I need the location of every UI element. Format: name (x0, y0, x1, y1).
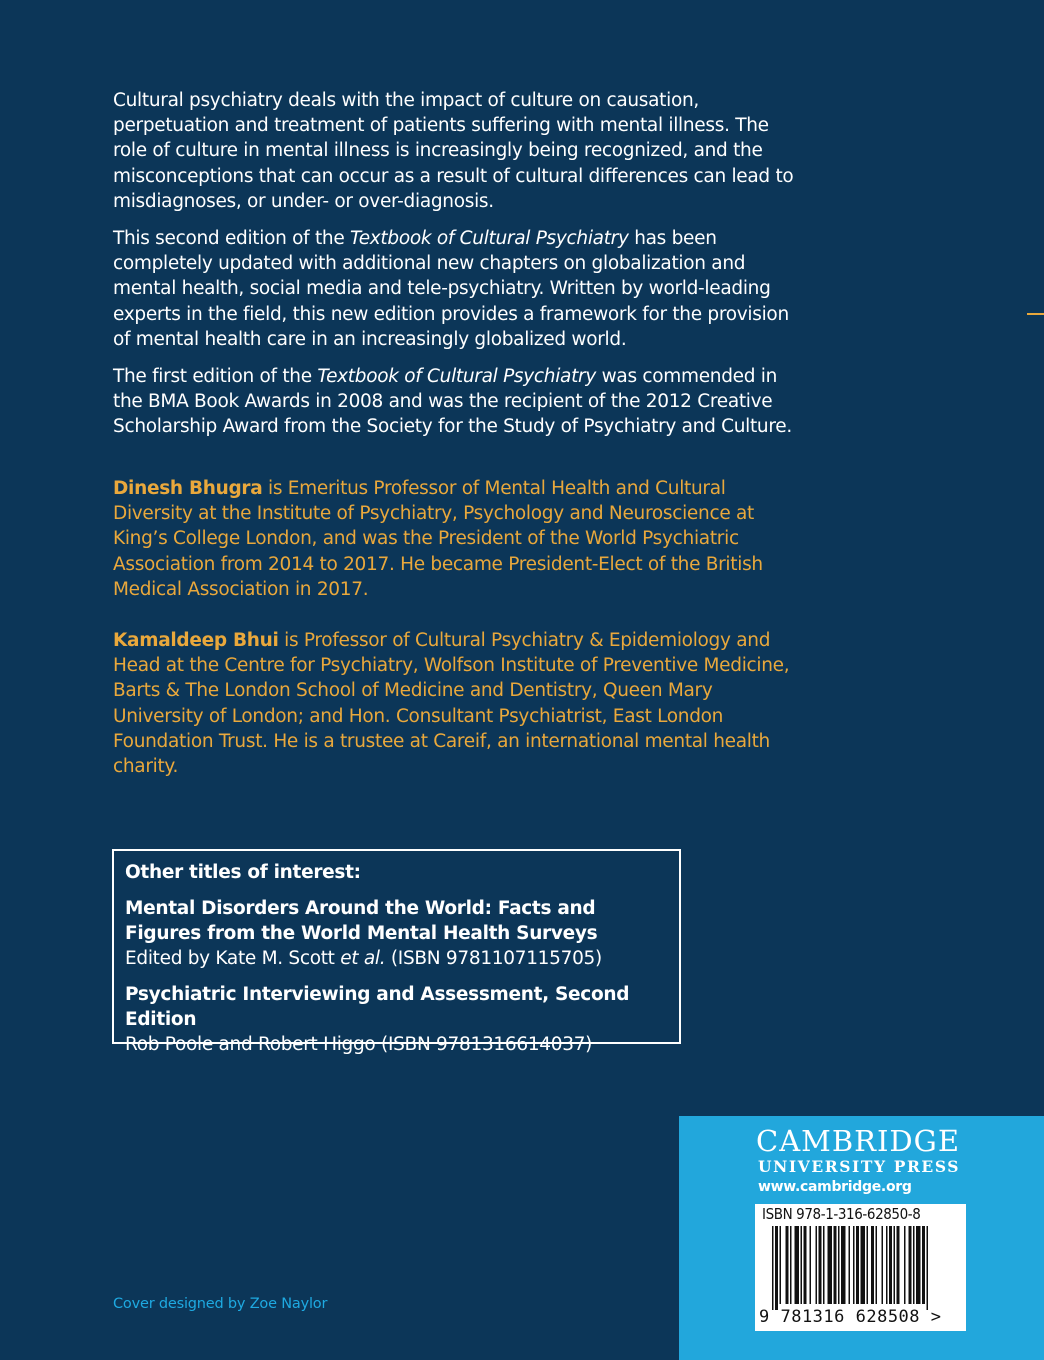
barcode-bar (816, 1226, 818, 1304)
isbn-label: ISBN 978-1-316-62850-8 (762, 1205, 921, 1223)
author-name: Kamaldeep Bhui (113, 630, 279, 651)
barcode-bar (849, 1226, 851, 1304)
book-description (113, 88, 803, 452)
related-title-name: Mental Disorders Around the World: Facts and Figures from the World Mental Health Surveys (125, 898, 598, 944)
barcode-bar (897, 1226, 900, 1304)
barcode-digits: 9 781316 628508 > (759, 1307, 942, 1327)
description-paragraph-1: Cultural psychiatry deals with the impact of culture on causation, perpetuation and treatment of patients suffering with mental illness. The role of culture in mental illness is increasingly being recognized, and the misconceptions that can occur as a result of cultural differences can lead to misdiagnoses, or under- or over-diagnosis. (113, 90, 794, 212)
barcode-bar (856, 1226, 859, 1304)
related-title-name: Psychiatric Interviewing and Assessment, Second Edition (125, 984, 630, 1030)
barcode-bar (853, 1226, 855, 1304)
related-title (125, 982, 669, 1057)
barcode-bar (913, 1226, 915, 1304)
author-name: Dinesh Bhugra (113, 478, 263, 499)
barcode (755, 1204, 966, 1331)
barcode-bar (927, 1226, 929, 1310)
barcode-bar (909, 1226, 912, 1304)
barcode-bar (882, 1226, 884, 1304)
barcode-bar (804, 1226, 807, 1304)
other-titles-heading: Other titles of interest: (125, 862, 361, 883)
barcode-bar (916, 1226, 921, 1304)
barcode-bar (775, 1226, 778, 1310)
cover-credit: Cover designed by Zoe Naylor (113, 1296, 328, 1312)
publisher-url[interactable]: www.cambridge.org (758, 1179, 912, 1195)
barcode-bar (810, 1226, 812, 1304)
publisher-logo-sub: UNIVERSITY PRESS (758, 1157, 961, 1176)
book-title: Textbook of Cultural Psychiatry (317, 366, 596, 388)
barcode-bar (889, 1226, 892, 1304)
barcode-bar (886, 1226, 888, 1304)
barcode-bar (841, 1226, 846, 1304)
barcode-bar (790, 1226, 792, 1304)
description-paragraph-3: The first edition of the Textbook of Cultural Psychiatry was commended in the BMA Book Awards in 2008 and was the recipient of the 2012 Creative Scholarship Award from the Society for the Study of Psychiatry and Culture. (113, 366, 792, 438)
related-title (125, 896, 669, 971)
barcode-bar (922, 1226, 925, 1304)
barcode-bar (795, 1226, 800, 1304)
barcode-bar (871, 1226, 874, 1304)
barcode-bar (780, 1226, 782, 1304)
barcode-bar (772, 1226, 774, 1310)
barcode-bar (894, 1226, 896, 1304)
related-title-credit: Rob Poole and Robert Higgo (ISBN 9781316614037) (125, 1034, 593, 1055)
barcode-bar (801, 1226, 803, 1304)
edge-marker (1027, 313, 1044, 315)
other-titles-box (112, 849, 681, 1055)
description-paragraph-2: This second edition of the Textbook of Cultural Psychiatry has been completely updated with additional new chapters on globalization and mental health, social media and tele-psychiatry. Written by world-leading experts in the field, this new edition provides a framework for the provision of mental health care in an increasingly globalized world. (113, 228, 789, 350)
barcode-bar (823, 1226, 825, 1304)
barcode-bar (861, 1226, 866, 1304)
barcode-bar (786, 1226, 789, 1304)
barcode-bar (838, 1226, 840, 1304)
publisher-panel (679, 1116, 1044, 1360)
publisher-logo-name: CAMBRIDGE (756, 1124, 961, 1158)
barcode-bar (876, 1226, 878, 1304)
barcode-bar (867, 1226, 869, 1304)
barcode-bar (828, 1226, 833, 1304)
author-bio (113, 628, 803, 779)
related-title-credit: Edited by Kate M. Scott et al. (ISBN 9781107115705) (125, 948, 602, 969)
author-bio-text: is Emeritus Professor of Mental Health and Cultural Diversity at the Institute of Psychiatry, Psychology and Neuroscience at King’s College London, and was the President of the World Psychiatric Association from 2014 to 2017. He became President-Elect of the British Medical Association in 2017. (113, 478, 763, 600)
author-bio-text: is Professor of Cultural Psychiatry & Epidemiology and Head at the Centre for Psychiatry, Wolfson Institute of Preventive Medicine, Barts & The London School of Medicine and Dentistry, Queen Mary University of London; and Hon. Consultant Psychiatrist, East London Foundation Trust. He is a trustee at Careif, an international mental health charity. (113, 630, 790, 778)
barcode-bar (819, 1226, 822, 1304)
book-title: Textbook of Cultural Psychiatry (349, 228, 629, 250)
barcode-bar (904, 1226, 906, 1304)
barcode-bar (834, 1226, 837, 1304)
author-bio (113, 476, 803, 602)
